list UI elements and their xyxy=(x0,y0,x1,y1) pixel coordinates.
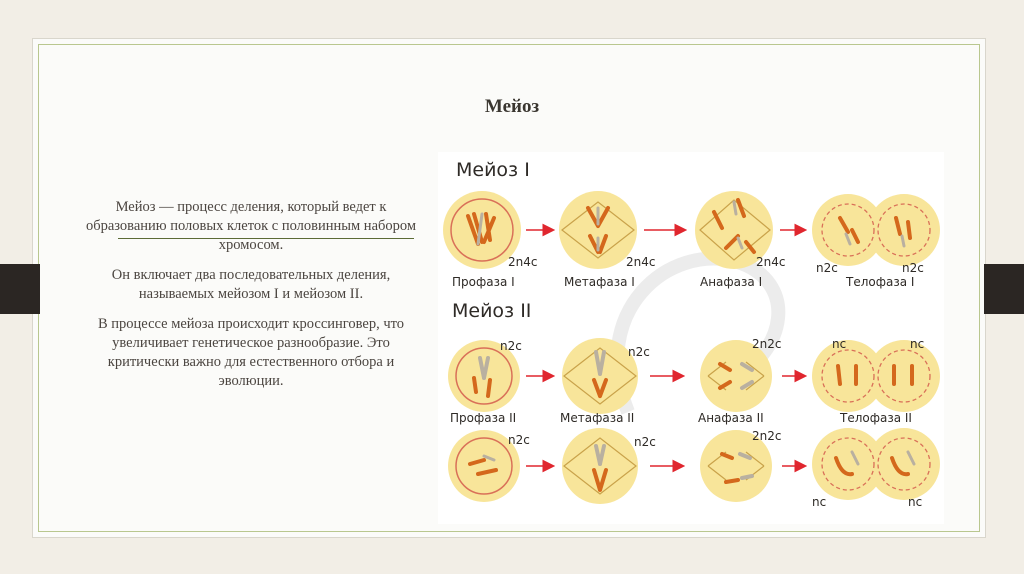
slide-title: Мейоз xyxy=(484,96,540,117)
row2-formula-telo-right: nc xyxy=(910,337,925,351)
row1-label-telophase: Телофаза I xyxy=(846,275,915,289)
left-tab-decoration xyxy=(0,264,40,314)
row2-label-anaphase: Анафаза II xyxy=(698,411,764,425)
row1-telophase-cell xyxy=(812,194,940,266)
row3-telophase-cell xyxy=(812,428,940,500)
meiosis2-heading: Мейоз II xyxy=(452,300,532,322)
row1-formula-prophase: 2n4c xyxy=(508,255,538,269)
row1-formula-metaphase: 2n4c xyxy=(626,255,656,269)
row3-formula-telo-left: nc xyxy=(812,495,827,509)
row1-label-prophase: Профаза I xyxy=(452,275,515,289)
row3-formula-anaphase: 2n2c xyxy=(752,429,782,443)
meiosis1-heading: Мейоз I xyxy=(456,159,530,181)
row2-label-metaphase: Метафаза II xyxy=(560,411,635,425)
row1-formula-telo-right: n2c xyxy=(902,261,924,275)
row2-label-telophase: Телофаза II xyxy=(840,411,912,425)
row2-formula-prophase: n2c xyxy=(500,339,522,353)
meiosis-diagram xyxy=(438,152,944,524)
row3-formula-metaphase: n2c xyxy=(634,435,656,449)
right-tab-decoration xyxy=(984,264,1024,314)
row2-formula-telo-left: nc xyxy=(832,337,847,351)
text-column xyxy=(80,198,422,402)
row2-formula-anaphase: 2n2c xyxy=(752,337,782,351)
paragraph-definition: Мейоз — процесс деления, который ведет к образованию половых клеток с половинным набором хромосом. xyxy=(85,199,417,253)
row3-formula-telo-right: nc xyxy=(908,495,923,509)
row1-formula-telo-left: n2c xyxy=(816,261,838,275)
row3-formula-prophase: n2c xyxy=(508,433,530,447)
row1-label-metaphase: Метафаза I xyxy=(564,275,635,289)
row1-formula-anaphase: 2n4c xyxy=(756,255,786,269)
row1-label-anaphase: Анафаза I xyxy=(700,275,763,289)
paragraph-crossing-over: В процессе мейоза происходит кроссинговер, что увеличивает генетическое разнообразие. Это критически важно для естественного отбора и эволюции. xyxy=(97,316,405,389)
row2-metaphase-cell xyxy=(562,338,638,414)
text-underline xyxy=(118,238,414,239)
row3-metaphase-cell xyxy=(562,428,638,504)
paragraph-divisions: Он включает два последовательных деления, называемых мейозом I и мейозом II. xyxy=(111,267,391,302)
row2-formula-metaphase: n2c xyxy=(628,345,650,359)
row2-label-prophase: Профаза II xyxy=(450,411,517,425)
